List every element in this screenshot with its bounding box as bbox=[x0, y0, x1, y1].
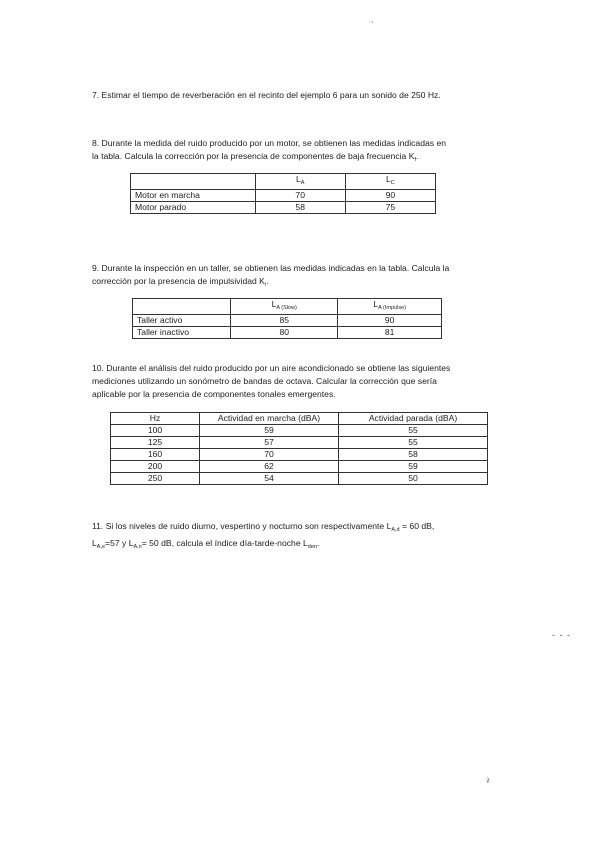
row-label: Taller inactivo bbox=[133, 327, 231, 339]
question-10-line-2: mediciones utilizando un sonómetro de bandas de octava. Calcular la corrección que sería bbox=[92, 376, 437, 386]
scan-mark-top: ʿ' bbox=[368, 20, 374, 31]
cell-value: 58 bbox=[255, 202, 345, 214]
question-7 bbox=[92, 89, 441, 102]
cell-value: 55 bbox=[339, 425, 488, 437]
cell-hz: 100 bbox=[111, 425, 200, 437]
question-11-line-1: 11. Si los niveles de ruido diurno, vespertino y nocturno son respectivamente $L_{A,d} = 60$ dB, bbox=[92, 521, 435, 533]
table-corner-cell bbox=[133, 299, 231, 315]
table-row bbox=[133, 315, 442, 327]
question-9-line-2: corrección por la presencia de impulsividad $K_i$. bbox=[92, 276, 269, 288]
question-10-line-1: 10. Durante el análisis del ruido producido por un aire acondicionado se obtiene las siguientes bbox=[92, 363, 451, 373]
table-header-row bbox=[131, 174, 436, 190]
cell-value: 70 bbox=[200, 449, 339, 461]
table-header-off: Actividad parada (dBA) bbox=[339, 413, 488, 425]
table-header-row bbox=[111, 413, 488, 425]
cell-value: 75 bbox=[345, 202, 435, 214]
table-header-la-impulse: $L_{A (Impulse)}$ bbox=[338, 299, 442, 315]
table-row bbox=[131, 202, 436, 214]
question-8-table bbox=[130, 173, 436, 214]
question-9-line-1: 9. Durante la inspección en un taller, se obtienen las medidas indicadas en la tabla. Calcula la bbox=[92, 263, 450, 273]
cell-value: 55 bbox=[339, 437, 488, 449]
cell-value: 59 bbox=[200, 425, 339, 437]
scan-mark-bottom: 𝓇 bbox=[485, 770, 491, 786]
table-header-hz: Hz bbox=[111, 413, 200, 425]
table-corner-cell bbox=[131, 174, 256, 190]
cell-value: 57 bbox=[200, 437, 339, 449]
question-8-line-1: 8. Durante la medida del ruido producido por un motor, se obtienen las medidas indicadas en bbox=[92, 138, 446, 148]
cell-value: 62 bbox=[200, 461, 339, 473]
question-11-line-2: $L_{A,e}=57$ y $L_{A,n}= 50$ dB, calcula el índice día-tarde-noche $L_{den}$. bbox=[92, 538, 320, 550]
cell-value: 85 bbox=[231, 315, 338, 327]
question-9 bbox=[92, 262, 449, 292]
table-row bbox=[111, 461, 488, 473]
table-row bbox=[111, 473, 488, 485]
question-10-table bbox=[110, 412, 488, 485]
row-label: Motor en marcha bbox=[131, 190, 256, 202]
table-row bbox=[131, 190, 436, 202]
cell-value: 90 bbox=[345, 190, 435, 202]
cell-hz: 250 bbox=[111, 473, 200, 485]
cell-value: 80 bbox=[231, 327, 338, 339]
question-8 bbox=[92, 137, 446, 167]
margin-dashes: - - - bbox=[552, 630, 571, 640]
question-7-text: 7. Estimar el tiempo de reverberación en el recinto del ejemplo 6 para un sonido de 250 Hz. bbox=[92, 90, 441, 100]
table-header-la-slow: $L_{A (Slow)}$ bbox=[231, 299, 338, 315]
cell-hz: 200 bbox=[111, 461, 200, 473]
question-9-table bbox=[132, 298, 442, 339]
question-8-line-2: la tabla. Calcula la corrección por la presencia de componentes de baja frecuencia $K_f$. bbox=[92, 151, 419, 163]
cell-hz: 125 bbox=[111, 437, 200, 449]
row-label: Motor parado bbox=[131, 202, 256, 214]
table-row bbox=[111, 449, 488, 461]
table-header-la: $L_A$ bbox=[255, 174, 345, 190]
cell-value: 58 bbox=[339, 449, 488, 461]
table-row bbox=[133, 327, 442, 339]
table-row bbox=[111, 437, 488, 449]
cell-value: 90 bbox=[338, 315, 442, 327]
cell-value: 59 bbox=[339, 461, 488, 473]
question-11 bbox=[92, 520, 434, 554]
table-header-row bbox=[133, 299, 442, 315]
table-header-lc: $L_C$ bbox=[345, 174, 435, 190]
cell-value: 54 bbox=[200, 473, 339, 485]
table-row bbox=[111, 425, 488, 437]
cell-hz: 160 bbox=[111, 449, 200, 461]
table-header-on: Actividad en marcha (dBA) bbox=[200, 413, 339, 425]
cell-value: 81 bbox=[338, 327, 442, 339]
cell-value: 50 bbox=[339, 473, 488, 485]
cell-value: 70 bbox=[255, 190, 345, 202]
row-label: Taller activo bbox=[133, 315, 231, 327]
question-10 bbox=[92, 362, 450, 401]
question-10-line-3: aplicable por la presencia de componentes tonales emergentes. bbox=[92, 389, 336, 399]
